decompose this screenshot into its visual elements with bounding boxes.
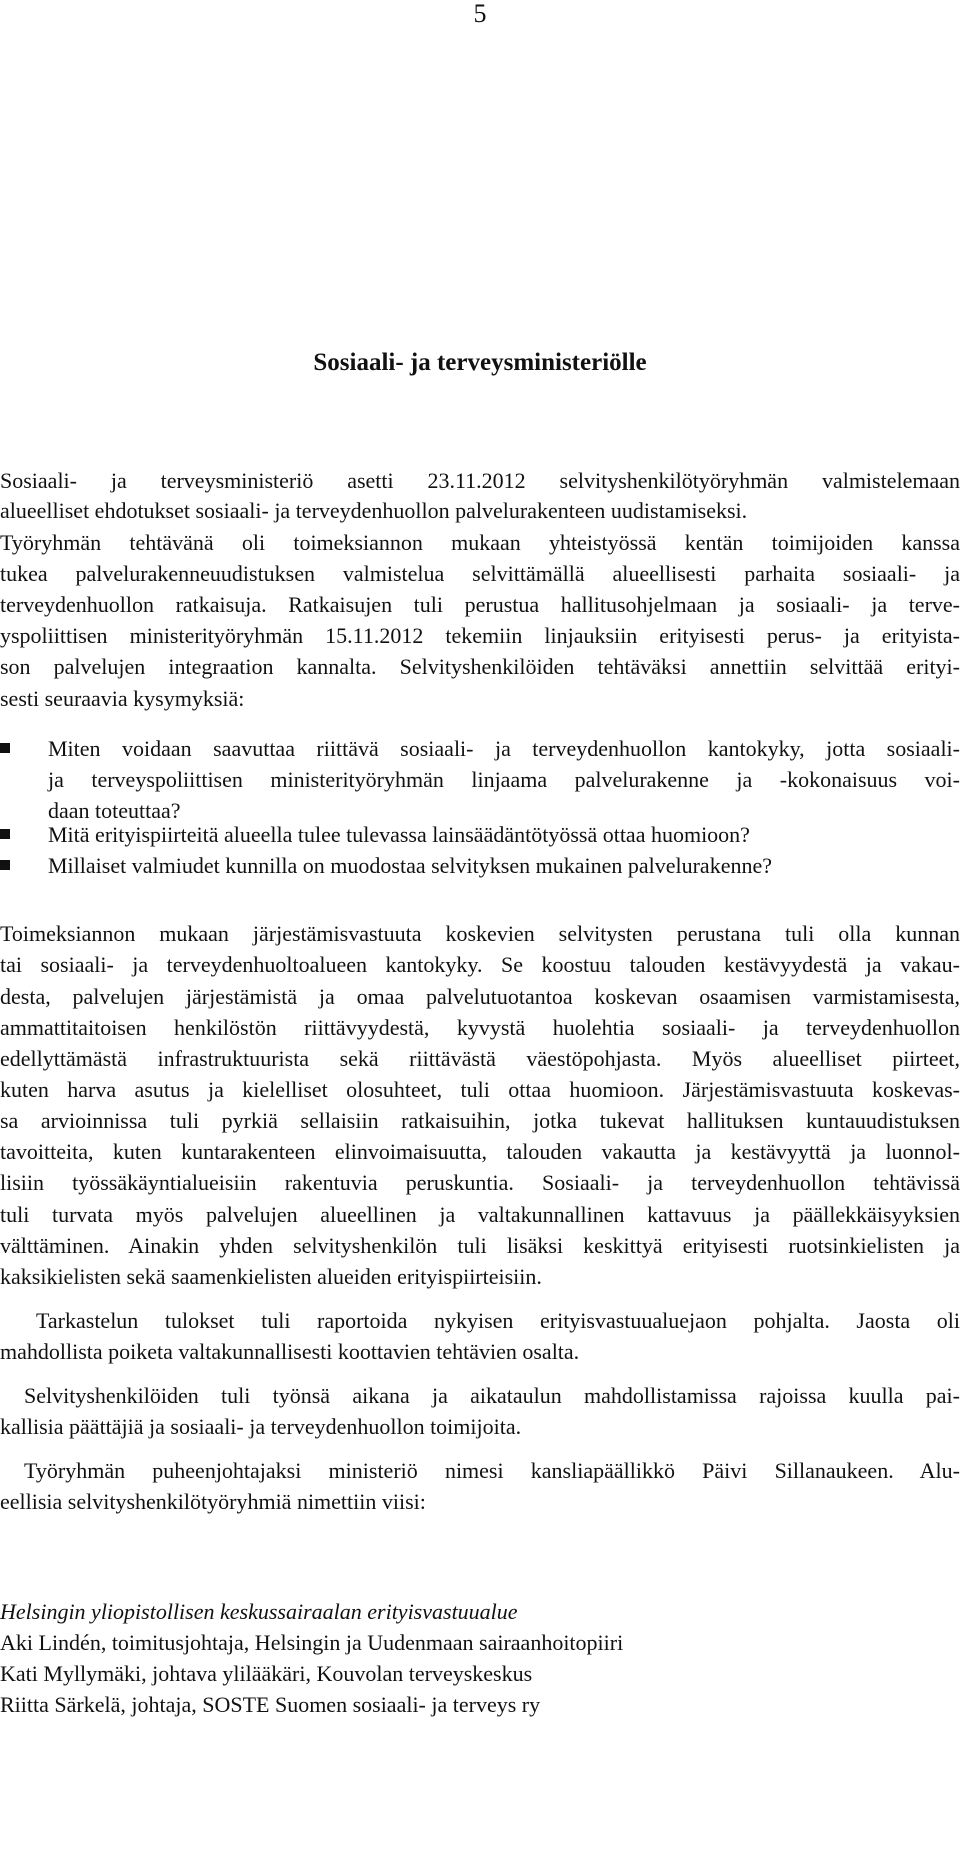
text-line: Selvityshenkilöiden tuli työnsä aikana ja aikataulun mahdollistamissa rajoissa kuulla pai- (24, 1383, 960, 1408)
bullet-icon (0, 743, 10, 753)
text-line: Sosiaali- ja terveysministeriö asetti 23.11.2012 selvityshenkilötyöryhmän valmistelemaan (0, 468, 960, 493)
text-line: tuli turvata myös palvelujen alueellinen ja valtakunnallinen kattavuus ja päällekkäisyyksien (0, 1202, 960, 1227)
list-item: daan toteuttaa? (48, 798, 181, 823)
text-line: sa arvioinnissa tuli pyrkiä sellaisiin ratkaisuihin, jotka tukevat hallituksen kuntauudistuksen (0, 1108, 960, 1133)
group-heading: Helsingin yliopistollisen keskussairaalan erityisvastuualue (0, 1599, 518, 1624)
text-line: desta, palvelujen järjestämistä ja omaa palvelutuotantoa koskevan osaamisen varmistamisesta, (0, 984, 960, 1009)
list-item: Miten voidaan saavuttaa riittävä sosiaali- ja terveydenhuollon kantokyky, jotta sosiaali- (48, 736, 960, 761)
text-line: Tarkastelun tulokset tuli raportoida nykyisen erityisvastuualuejaon pohjalta. Jaosta oli (36, 1308, 960, 1333)
text-line: yspoliittisen ministerityöryhmän 15.11.2012 tekemiin linjauksiin erityisesti perus- ja erityista- (0, 623, 960, 648)
member-line: Aki Lindén, toimitusjohtaja, Helsingin ja Uudenmaan sairaanhoitopiiri (0, 1630, 624, 1655)
text-line: alueelliset ehdotukset sosiaali- ja terveydenhuollon palvelurakenteen uudistamiseksi. (0, 498, 748, 523)
text-line: tai sosiaali- ja terveydenhuoltoalueen kantokyky. Se koostuu talouden kestävyydestä ja vakau- (0, 952, 960, 977)
text-line: eellisia selvityshenkilötyöryhmiä nimettiin viisi: (0, 1489, 426, 1514)
text-line: Työryhmän tehtävänä oli toimeksiannon mukaan yhteistyössä kentän toimijoiden kanssa (0, 530, 960, 555)
text-line: tavoitteita, kuten kuntarakenteen elinvoimaisuutta, talouden vakautta ja kestävyyttä ja luonnol- (0, 1139, 960, 1164)
member-line: Kati Myllymäki, johtava ylilääkäri, Kouvolan terveyskeskus (0, 1661, 533, 1686)
text-line: son palvelujen integraation kannalta. Selvityshenkilöiden tehtäväksi annettiin selvittää erityi- (0, 654, 960, 679)
bullet-icon (0, 829, 10, 839)
page-number: 5 (473, 0, 487, 28)
text-line: lisiin työssäkäyntialueisiin rakentuvia peruskuntia. Sosiaali- ja terveydenhuollon tehtävissä (0, 1170, 960, 1195)
list-item: ja terveyspoliittisen ministerityöryhmän linjaama palvelurakenne ja -kokonaisuus voi- (48, 767, 960, 792)
text-line: Toimeksiannon mukaan järjestämisvastuuta koskevien selvitysten perustana tuli olla kunnan (0, 921, 960, 946)
text-line: sesti seuraavia kysymyksiä: (0, 686, 245, 711)
text-line: edellyttämästä infrastruktuurista sekä riittävästä väestöpohjasta. Myös alueelliset piirteet, (0, 1046, 960, 1071)
list-item: Millaiset valmiudet kunnilla on muodostaa selvityksen mukainen palvelurakenne? (48, 853, 772, 878)
text-line: kallisia päättäjiä ja sosiaali- ja terveydenhuollon toimijoita. (0, 1414, 522, 1439)
text-line: mahdollista poiketa valtakunnallisesti koottavien tehtävien osalta. (0, 1339, 580, 1364)
text-line: tukea palvelurakenneuudistuksen valmistelua selvittämällä alueellisesti parhaita sosiaali- ja (0, 561, 960, 586)
text-line: terveydenhuollon ratkaisuja. Ratkaisujen tuli perustua hallitusohjelmaan ja sosiaali- ja terve- (0, 592, 960, 617)
text-line: Työryhmän puheenjohtajaksi ministeriö nimesi kansliapäällikkö Päivi Sillanaukeen. Alu- (24, 1458, 960, 1483)
text-line: ammattitaitoisen henkilöstön riittävyydestä, kyvystä huolehtia sosiaali- ja terveydenhuollon (0, 1015, 960, 1040)
page-title: Sosiaali- ja terveysministeriölle (313, 349, 647, 376)
member-line: Riitta Särkelä, johtaja, SOSTE Suomen sosiaali- ja terveys ry (0, 1692, 541, 1717)
list-item: Mitä erityispiirteitä alueella tulee tulevassa lainsäädäntötyössä ottaa huomioon? (48, 822, 750, 847)
text-line: välttäminen. Ainakin yhden selvityshenkilön tuli lisäksi keskittyä erityisesti ruotsinkielisten ja (0, 1233, 960, 1258)
bullet-icon (0, 860, 10, 870)
text-line: kaksikielisten sekä saamenkielisten alueiden erityispiirteisiin. (0, 1264, 542, 1289)
text-line: kuten harva asutus ja kielelliset olosuhteet, tuli ottaa huomioon. Järjestämisvastuuta koskevas- (0, 1077, 960, 1102)
